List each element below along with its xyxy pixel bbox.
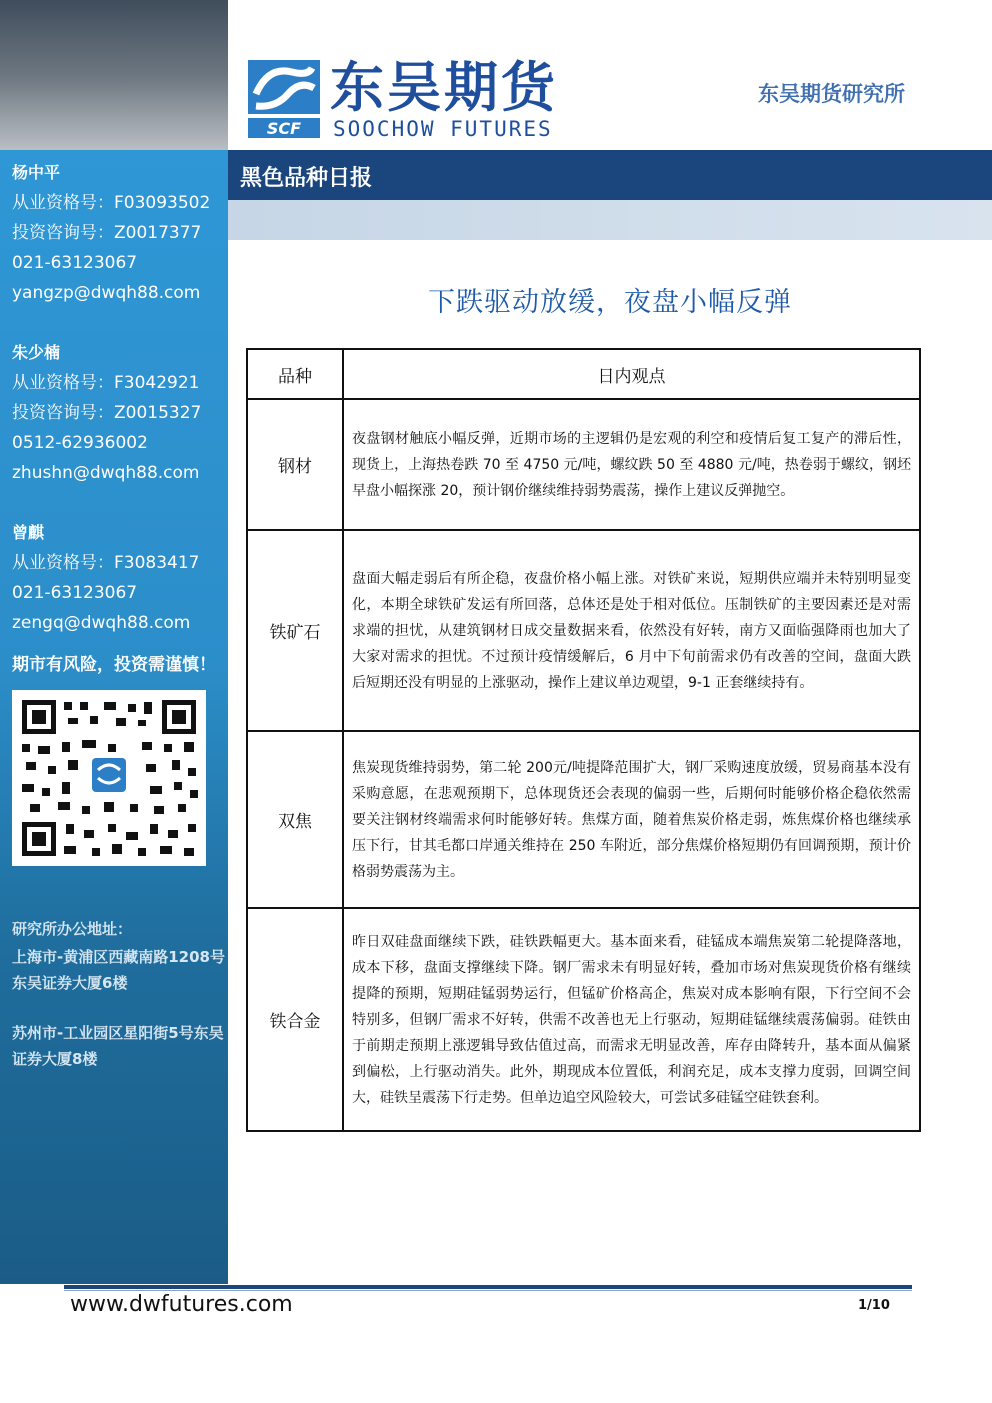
soochow-logo-icon bbox=[248, 60, 320, 138]
analyst-phone: 021-63123067 bbox=[12, 583, 138, 603]
analyst-name: 朱少楠 bbox=[12, 343, 61, 362]
footer-divider bbox=[64, 1285, 912, 1289]
report-title-bar bbox=[228, 150, 992, 200]
analyst-name: 曾麒 bbox=[12, 523, 45, 542]
column-header-category: 品种 bbox=[247, 349, 343, 399]
sidebar-header-band bbox=[0, 0, 228, 150]
analyst-sidebar bbox=[0, 150, 228, 1284]
row-view: 夜盘钢材触底小幅反弹，近期市场的主逻辑仍是宏观的利空和疫情后复工复产的滞后性，现货上，上海热卷跌 70 至 4750 元/吨，螺纹跌 50 至 4880 元/吨，热卷弱于螺纹，钢坯早盘小幅探涨 20，预计钢价继续维持弱势震荡，操作上建议反弹抛空。 bbox=[343, 399, 920, 530]
table-header-row bbox=[247, 349, 920, 399]
row-view: 昨日双硅盘面继续下跌，硅铁跌幅更大。基本面来看，硅锰成本端焦炭第二轮提降落地，成本下移，盘面支撑继续下降。钢厂需求未有明显好转，叠加市场对焦炭现货价格有继续提降的预期，短期硅锰弱势运行，但锰矿价格高企，焦炭对成本影响有限，下行空间不会特别多，但钢厂需求不好转，供需不改善也无上行驱动，短期硅锰继续震荡偏弱。硅铁由于前期走预期上涨逻辑导致估值过高，而需求无明显改善，库存由降转升，基本面从偏紧到偏松，上行驱动消失。此外，期现成本位置低，利润充足，成本支撑力度弱，回调空间大，硅铁呈震荡下行走势。但单边追空风险较大，可尝试多硅锰空硅铁套利。 bbox=[343, 908, 920, 1131]
table-row bbox=[247, 530, 920, 731]
analyst-card bbox=[12, 518, 222, 638]
analyst-card bbox=[12, 338, 222, 488]
analyst-advisory-number: 投资咨询号：Z0017377 bbox=[12, 223, 202, 243]
brand-name-cn: 东吴期货 bbox=[330, 56, 558, 119]
report-title: 黑色品种日报 bbox=[240, 166, 373, 191]
row-category: 铁合金 bbox=[247, 908, 343, 1131]
analyst-phone: 021-63123067 bbox=[12, 253, 138, 273]
analyst-email[interactable]: zhushn@dwqh88.com bbox=[12, 463, 200, 483]
page-number: 1/10 bbox=[858, 1298, 890, 1313]
analyst-qualification: 从业资格号：F3042921 bbox=[12, 373, 200, 393]
row-view: 焦炭现货维持弱势，第二轮 200元/吨提降范围扩大，钢厂采购速度放缓，贸易商基本没有采购意愿，在悲观预期下，总体现货还会表现的偏弱一些，后期何时能够价格企稳依然需要关注钢材终端需求何时能够好转。焦煤方面，随着焦炭价格走弱，炼焦煤价格也继续承压下行，甘其毛都口岸通关维持在 250 车附近，部分焦煤价格短期仍有回调预期，预计价格弱势震荡为主。 bbox=[343, 731, 920, 908]
column-header-view: 日内观点 bbox=[343, 349, 920, 399]
qr-code-icon bbox=[12, 690, 206, 866]
daily-view-table bbox=[246, 348, 921, 1132]
office-address-suzhou: 苏州市-工业园区星阳街5号东吴证券大厦8楼 bbox=[12, 1024, 224, 1068]
row-category: 铁矿石 bbox=[247, 530, 343, 731]
research-institute: 东吴期货研究所 bbox=[758, 82, 905, 106]
analyst-email[interactable]: yangzp@dwqh88.com bbox=[12, 283, 201, 303]
analyst-advisory-number: 投资咨询号：Z0015327 bbox=[12, 403, 202, 423]
table-row bbox=[247, 399, 920, 530]
risk-notice: 期市有风险，投资需谨慎！ bbox=[12, 655, 216, 675]
company-logo bbox=[248, 60, 320, 138]
analyst-qualification: 从业资格号：F03093502 bbox=[12, 193, 211, 213]
brand-name-en: SOOCHOW FUTURES bbox=[333, 117, 553, 141]
analyst-qualification: 从业资格号：F3083417 bbox=[12, 553, 200, 573]
analyst-card bbox=[12, 158, 222, 308]
qr-code bbox=[12, 690, 206, 866]
row-category: 钢材 bbox=[247, 399, 343, 530]
website-link[interactable]: www.dwfutures.com bbox=[70, 1292, 293, 1317]
row-view: 盘面大幅走弱后有所企稳，夜盘价格小幅上涨。对铁矿来说，短期供应端并未特别明显变化，本期全球铁矿发运有所回落，总体还是处于相对低位。压制铁矿的主要因素还是对需求端的担忧，从建筑钢材日成交量数据来看，依然没有好转，南方又面临强降雨也加大了大家对需求的担忧。不过预计疫情缓解后，6 月中下旬前需求仍有改善的空间，盘面大跌后短期还没有明显的上涨驱动，操作上建议单边观望，9-1 正套继续持有。 bbox=[343, 530, 920, 731]
title-sub-band bbox=[228, 200, 992, 240]
table-row bbox=[247, 908, 920, 1131]
analyst-email[interactable]: zengq@dwqh88.com bbox=[12, 613, 191, 633]
analyst-phone: 0512-62936002 bbox=[12, 433, 148, 453]
footer-divider-thin bbox=[64, 1290, 912, 1291]
table-row bbox=[247, 731, 920, 908]
row-category: 双焦 bbox=[247, 731, 343, 908]
headline: 下跌驱动放缓，夜盘小幅反弹 bbox=[428, 287, 792, 318]
office-address-label: 研究所办公地址： bbox=[12, 920, 133, 938]
logo-abbrev: SCF bbox=[266, 119, 302, 138]
office-address-shanghai: 上海市-黄浦区西藏南路1208号东吴证券大厦6楼 bbox=[12, 948, 225, 992]
analyst-name: 杨中平 bbox=[12, 163, 61, 182]
